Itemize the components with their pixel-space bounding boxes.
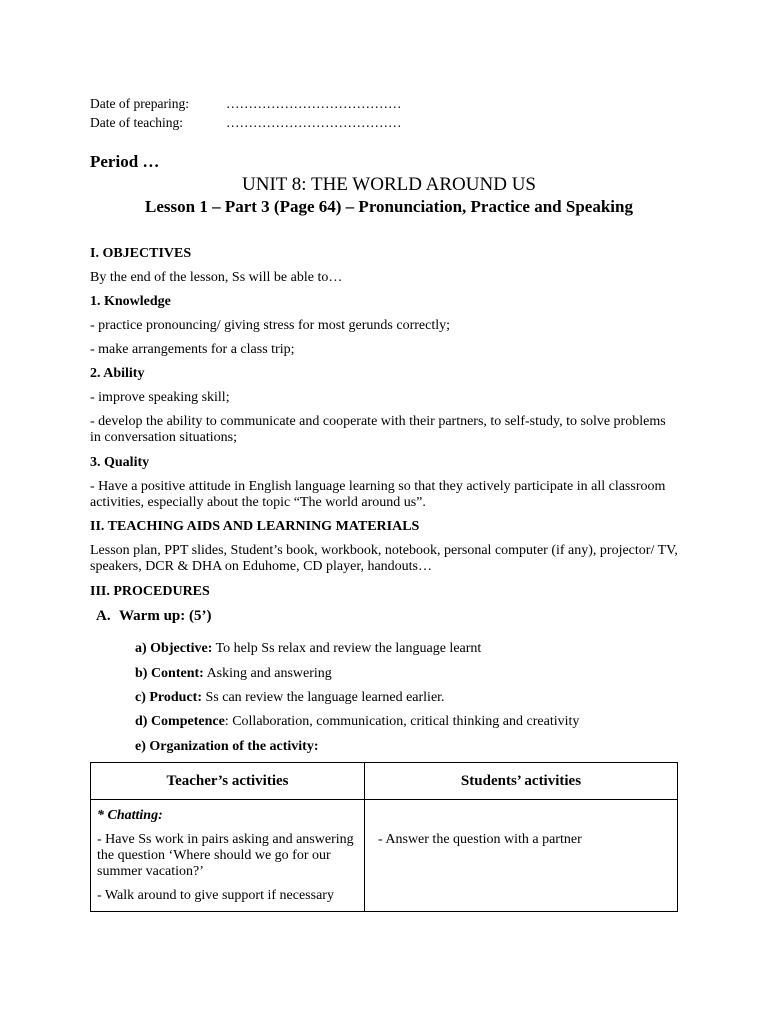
period-label: Period … [90,152,160,171]
date-preparing-label: Date of preparing: [90,96,189,111]
product-label: c) Product: [135,690,202,705]
aids-text: Lesson plan, PPT slides, Student’s book, workbook, notebook, personal computer (if any), projector/ TV, speakers, DCR & DHA on Eduhome, CD player, handouts… [90,543,678,574]
knowledge-item-1: - practice pronouncing/ giving stress for most gerunds correctly; [90,318,451,333]
quality-item-1: - Have a positive attitude in English language learning so that they actively participate in all classroom activities, especially about the topic “The world around us”. [90,479,666,510]
warmup-marker: A. [96,608,111,624]
teacher-activities-cell [91,800,365,912]
students-activities-header: Students’ activities [365,763,678,800]
objective-label: a) Objective: [135,641,213,656]
teacher-step-2: - Walk around to give support if necessary [97,888,334,903]
knowledge-item-2: - make arrangements for a class trip; [90,342,295,357]
teacher-activities-header: Teacher’s activities [91,763,365,800]
students-step-1: - Answer the question with a partner [378,832,582,847]
ability-item-1: - improve speaking skill; [90,390,230,405]
aids-heading: II. TEACHING AIDS AND LEARNING MATERIALS [90,519,420,534]
objectives-heading: I. OBJECTIVES [90,246,192,261]
chatting-heading: * Chatting: [97,808,163,823]
quality-heading: 3. Quality [90,455,150,470]
students-activities-cell [365,800,678,912]
activity-content [135,666,332,682]
content-text: Asking and answering [203,666,332,681]
activity-competence [135,714,579,730]
ability-item-2: - develop the ability to communicate and cooperate with their partners, to self-study, to solve problems in conversation situations; [90,414,666,445]
table-row [91,800,678,912]
content-label: b) Content: [135,666,204,681]
unit-title: UNIT 8: THE WORLD AROUND US [242,174,536,195]
competence-text: : Collaboration, communication, critical thinking and creativity [224,714,580,729]
knowledge-heading: 1. Knowledge [90,294,171,309]
lesson-title: Lesson 1 – Part 3 (Page 64) – Pronunciation, Practice and Speaking [145,197,633,216]
table-header-row [91,763,678,800]
activity-product [135,690,445,706]
objectives-intro: By the end of the lesson, Ss will be able to… [90,270,343,285]
date-teaching-value: ………………………………… [226,115,402,130]
teacher-step-1: - Have Ss work in pairs asking and answering the question ‘Where should we go for our summer vacation?’ [97,832,354,879]
product-text: Ss can review the language learned earlier. [202,690,445,705]
competence-label: d) Competence [135,714,225,729]
date-teaching-label: Date of teaching: [90,115,183,130]
warmup-title: Warm up: (5’) [119,608,212,624]
objective-text: To help Ss relax and review the language learnt [212,641,482,656]
activities-table [90,762,678,912]
ability-heading: 2. Ability [90,366,145,381]
procedures-heading: III. PROCEDURES [90,584,210,599]
date-preparing-value: ………………………………… [226,96,402,111]
organization-label: e) Organization of the activity: [135,739,319,754]
activity-organization [135,739,319,755]
activity-objective [135,641,481,657]
